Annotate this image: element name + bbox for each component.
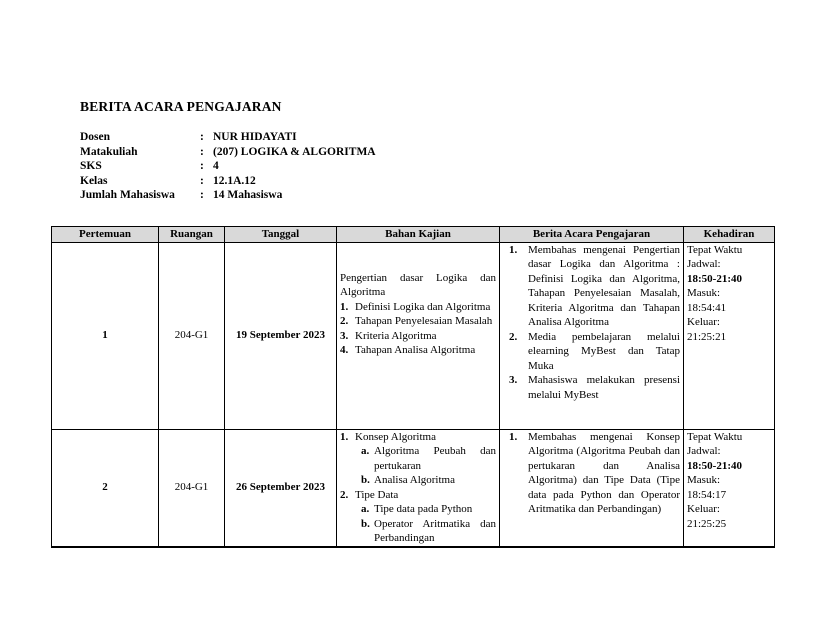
pertemuan-cell: 1: [52, 242, 159, 429]
column-header: Pertemuan: [52, 227, 159, 243]
berita-acara-cell: [500, 242, 684, 429]
kehadiran-cell: [684, 242, 775, 429]
bahan-sublist: [340, 502, 496, 546]
list-item: 1. Konsep Algoritma: [340, 430, 436, 443]
bahan-list: [340, 488, 496, 503]
list-item: 2. Tahapan Penyelesaian Masalah: [340, 315, 493, 327]
meta-row-kelas: [80, 174, 376, 189]
column-header: Kehadiran: [684, 227, 775, 243]
meta-colon: :: [200, 189, 204, 202]
list-item: 1. Membahas mengenai Pengertian dasar Logika dan Algoritma : Definisi Logika dan Algoritma, Tahapan Penyelesaian Masalah, Kriteria Algoritma dan Tahapan Analisa Algoritma: [509, 243, 680, 328]
list-item: a. Tipe data pada Python: [361, 503, 473, 515]
bahan-kajian-cell: [337, 429, 500, 547]
list-item: 2. Media pembelajaran melalui elearning MyBest dan Tatap Muka: [509, 330, 680, 372]
list-item: 3. Kriteria Algoritma: [340, 329, 437, 342]
masuk-value: 18:54:17: [687, 488, 727, 501]
berita-list: [503, 243, 680, 403]
meta-value: NUR HIDAYATI: [213, 131, 297, 143]
list-item: 1. Definisi Logika dan Algoritma: [340, 300, 491, 313]
list-item: b. Operator Aritmatika dan Perbandingan: [361, 517, 496, 544]
meta-colon: :: [200, 145, 204, 158]
list-item: a. Algoritma Peubah dan pertukaran: [361, 445, 496, 472]
meta-label: Dosen: [80, 131, 111, 143]
berita-acara-table: [51, 226, 775, 548]
meta-value: (207) LOGIKA & ALGORITMA: [213, 145, 376, 158]
bahan-intro: Pengertian dasar Logika dan Algoritma: [340, 271, 496, 298]
hadir-status: Tepat Waktu: [687, 243, 743, 256]
meta-label: SKS: [80, 160, 102, 173]
keluar-label: Keluar:: [687, 503, 720, 515]
berita-acara-cell: [500, 429, 684, 547]
meta-value: 12.1A.12: [213, 174, 256, 187]
meta-value: 4: [213, 160, 219, 173]
meta-colon: :: [200, 174, 204, 187]
list-item: 2. Tipe Data: [340, 488, 399, 501]
meta-row-dosen: [80, 130, 376, 145]
ruangan-cell: 204-G1: [159, 429, 225, 547]
meta-row-sks: [80, 159, 376, 174]
meta-colon: :: [200, 131, 204, 143]
pertemuan-cell: 2: [52, 429, 159, 547]
masuk-label: Masuk:: [687, 474, 720, 486]
column-header: Berita Acara Pengajaran: [500, 227, 684, 243]
keluar-value: 21:25:21: [687, 330, 727, 343]
table-header-row: [52, 227, 775, 243]
list-item: 4. Tahapan Analisa Algoritma: [340, 344, 476, 356]
list-item: 1. Membahas mengenai Konsep Algoritma (Algoritma Peubah dan pertukaran dan Analisa Algoritma) dan Tipe Data (Tipe data pada Python dan Operator Aritmatika dan Perbandingan): [509, 430, 680, 515]
meta-colon: :: [200, 160, 204, 173]
tanggal-cell: 26 September 2023: [225, 429, 337, 547]
meta-label: Kelas: [80, 174, 108, 187]
page-title: BERITA ACARA PENGAJARAN: [80, 99, 282, 114]
jadwal-value: 18:50-21:40: [687, 272, 742, 285]
hadir-status: Tepat Waktu: [687, 430, 743, 443]
meta-info: [80, 130, 376, 203]
column-header: Ruangan: [159, 227, 225, 243]
meta-value: 14 Mahasiswa: [213, 189, 283, 202]
list-item: b. Analisa Algoritma: [361, 474, 455, 486]
ruangan-cell: 204-G1: [159, 242, 225, 429]
bahan-list: [340, 300, 496, 358]
list-item: 3. Mahasiswa melakukan presensi melalui MyBest: [509, 374, 680, 401]
jadwal-label: Jadwal:: [687, 258, 721, 270]
bahan-list: [340, 430, 496, 445]
meta-label: Jumlah Mahasiswa: [80, 189, 175, 202]
kehadiran-cell: [684, 429, 775, 547]
berita-list: [503, 430, 680, 517]
jadwal-value: 18:50-21:40: [687, 459, 742, 472]
meta-row-jumlah-mahasiswa: [80, 188, 376, 203]
meta-row-matakuliah: [80, 145, 376, 160]
bahan-sublist: [340, 444, 496, 488]
tanggal-cell: 19 September 2023: [225, 242, 337, 429]
table-row: [52, 242, 775, 429]
keluar-label: Keluar:: [687, 316, 720, 328]
meta-label: Matakuliah: [80, 145, 138, 158]
keluar-value: 21:25:25: [687, 517, 727, 530]
masuk-value: 18:54:41: [687, 301, 727, 314]
column-header: Bahan Kajian: [337, 227, 500, 243]
table-row: [52, 429, 775, 547]
masuk-label: Masuk:: [687, 287, 720, 299]
column-header: Tanggal: [225, 227, 337, 243]
bahan-kajian-cell: [337, 242, 500, 429]
jadwal-label: Jadwal:: [687, 445, 721, 457]
